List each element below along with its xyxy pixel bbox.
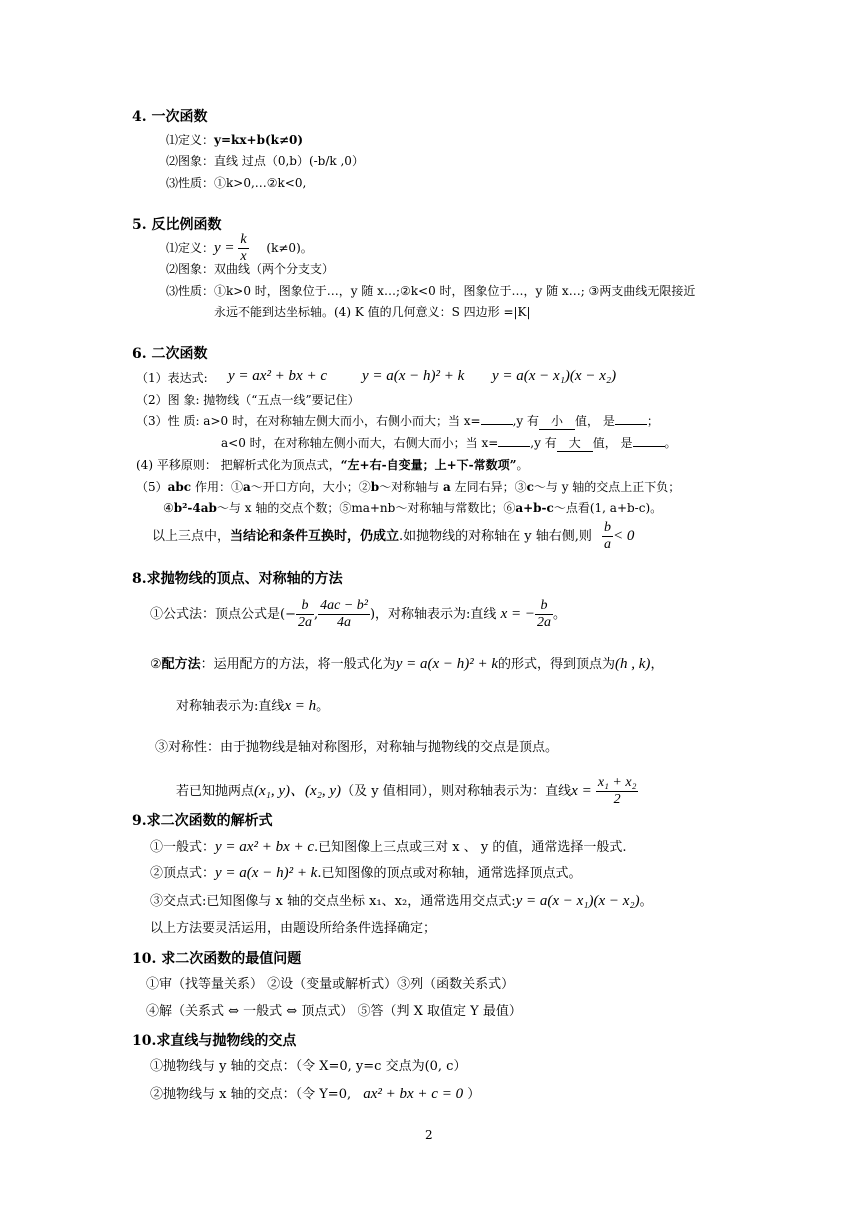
abc1-e: ～开口方向，大小；② xyxy=(250,480,371,494)
abc1-h: a xyxy=(442,480,451,494)
page-number: 2 xyxy=(425,1128,433,1142)
g1-a: ①一般式： xyxy=(150,840,216,855)
f2-vertex: (h , k) xyxy=(615,656,651,672)
section-5-title: 5. 反比例函数 xyxy=(132,217,222,233)
s6-general-form: y = ax² + bx + c xyxy=(228,368,327,384)
blank-value-2 xyxy=(633,446,665,447)
blank-x-value xyxy=(481,424,513,425)
s6-note xyxy=(152,520,634,553)
s5-property-line2: 永远不能到达坐标轴。(4) K 值的几何意义：S 四边形 =|K| xyxy=(214,305,531,319)
abc1-i: 左同右异；③ xyxy=(450,480,527,494)
abc2-b: b²-4ab xyxy=(173,501,217,515)
s4-def-label: ⑴定义： xyxy=(166,133,215,147)
s4-property: ⑶性质：①k>0,…②k<0, xyxy=(166,176,307,190)
s10b-y-axis: ①抛物线与 y 轴的交点：（令 X=0, y=c 交点为(0, c） xyxy=(150,1059,467,1074)
s9-vertex-form xyxy=(150,864,581,883)
s6-abc-role-line2 xyxy=(163,500,662,516)
section-10-intersection-title: 10.求直线与抛物线的交点 xyxy=(132,1033,297,1049)
s6-shift-a: (4) 平移原则： 把解析式化为顶点式， xyxy=(136,458,341,472)
note-numerator: b xyxy=(604,520,612,535)
note-c: .如抛物线的对称轴在 y 轴右侧,则 xyxy=(399,529,592,544)
s5-def-numerator: k xyxy=(240,232,247,247)
g3-a: ③交点式:已知图像与 x 轴的交点坐标 x₁、x₂，通常选用交点式: xyxy=(150,894,516,909)
s6-graph: （2）图 象: 抛物线（“五点一线”要记住） xyxy=(136,393,360,407)
f1-end: 。 xyxy=(552,607,566,622)
l2-end: ） xyxy=(467,1087,481,1102)
abc1-g: ～对称轴与 xyxy=(379,480,443,494)
s4-def-formula: y=kx+b(k≠0) xyxy=(214,133,304,147)
s6-shift-rule xyxy=(136,457,529,473)
s10b-x-axis xyxy=(150,1085,480,1104)
s6-vertex-form: y = a(x − h)² + k xyxy=(362,368,465,384)
s8-symmetry: ③对称性：由于抛物线是轴对称图形，对称轴与抛物线的交点是顶点。 xyxy=(155,740,559,755)
f1-frac3 xyxy=(535,598,553,631)
blank-min-word: 小 xyxy=(539,413,575,430)
f1-frac2 xyxy=(318,598,370,631)
f2-line2x: x = h xyxy=(284,698,317,714)
f1-d2: 4a xyxy=(337,615,352,630)
section-10-extremum-title: 10. 求二次函数的最值问题 xyxy=(132,951,302,967)
note-b: 当结论和条件互换时，仍成立 xyxy=(230,529,400,544)
abc1-c: 作用：① xyxy=(191,480,243,494)
s5-def-condition: (k≠0)。 xyxy=(266,241,313,255)
abc1-a: （5） xyxy=(136,480,168,494)
f1-b: )，对称轴表示为:直线 xyxy=(369,607,497,622)
s5-property-line1: ⑶性质：①k>0 时，图象位于…，y 随 x…;②k<0 时，图象位于…，y 随 x…; ③两支曲线无限接近 xyxy=(166,284,696,298)
l2-a: ②抛物线与 x 轴的交点：（令 Y=0, xyxy=(150,1087,352,1102)
g2-a: ②顶点式： xyxy=(150,866,216,881)
f1-d3: 2a xyxy=(536,615,551,630)
s6-prop-b4: 。 xyxy=(664,436,677,450)
s9-note: 以上方法要灵活运用，由题设所给条件选择确定； xyxy=(150,921,437,936)
section-6-title: 6. 二次函数 xyxy=(132,346,208,362)
s4-definition xyxy=(166,132,303,148)
blank-x-value-2 xyxy=(498,446,530,447)
f1-x: x = − xyxy=(500,606,535,622)
s6-prop-b2: ,y 有 xyxy=(530,436,557,450)
f1-n2: 4ac − b² xyxy=(320,598,368,613)
blank-max-word: 大 xyxy=(557,435,593,452)
s6-property-a-negative xyxy=(221,435,677,452)
g3-end: 。 xyxy=(639,894,653,909)
abc2-e: ～点看(1, a+b-c)。 xyxy=(553,501,663,515)
abc1-d: a xyxy=(242,480,251,494)
s5-def-y: y = xyxy=(214,240,235,256)
section-4-title: 4. 一次函数 xyxy=(132,109,208,125)
s6-shift-c: 。 xyxy=(516,458,529,472)
s6-prop-b1: a<0 时，在对称轴左侧小而大，右侧大而小；当 x= xyxy=(221,436,499,450)
f4-denominator: 2 xyxy=(613,792,621,807)
s9-intercept-form xyxy=(150,892,653,911)
f4-b: （及 y 值相同），则对称轴表示为：直线 xyxy=(341,784,572,799)
f2-a: ② xyxy=(150,657,162,672)
f4-fraction xyxy=(596,775,639,808)
s5-def-denominator: x xyxy=(240,249,247,264)
s6-prop-a2: ,y 有 xyxy=(512,414,540,428)
s6-property-a-positive xyxy=(136,413,659,430)
f4-a: 若已知抛两点 xyxy=(176,784,255,799)
abc2-d: a+b-c xyxy=(515,501,554,515)
s8-completing-square xyxy=(150,655,663,674)
s5-graph: ⑵图象：双曲线（两个分支支） xyxy=(166,262,335,276)
abc1-j: c xyxy=(526,480,534,494)
g2-expr: y = a(x − h)² + k xyxy=(215,865,318,881)
s6-prop-a1: （3）性 质: a>0 时，在对称轴左侧大而小，右侧小而大；当 x= xyxy=(136,414,481,428)
s6-prop-a3: 值， 是 xyxy=(575,414,615,428)
f1-n1: b xyxy=(296,598,314,615)
f4-x: x = xyxy=(571,783,592,799)
f1-n3: b xyxy=(535,598,553,615)
f2-end: ， xyxy=(650,657,664,672)
abc1-k: ～与 y 轴的交点上正下负； xyxy=(533,480,681,494)
f2-c: ：运用配方的方法，将一般式化为 xyxy=(200,657,396,672)
l2-expr: ax² + bx + c = 0 xyxy=(363,1086,464,1102)
abc1-f: b xyxy=(370,480,380,494)
g3-expr: y = a(x − x₁)(x − x₂) xyxy=(515,893,640,909)
f1-frac1 xyxy=(296,598,314,631)
note-denominator: a xyxy=(604,537,612,552)
section-9-title: 9.求二次函数的解析式 xyxy=(132,813,273,829)
s8-formula-method xyxy=(150,598,566,631)
s10a-steps-line2: ④解（关系式 ⇔ 一般式 ⇔ 顶点式） ⑤答（判 X 取值定 Y 最值） xyxy=(146,1004,522,1019)
s9-general-form xyxy=(150,838,627,857)
f1-comma: , xyxy=(313,607,319,622)
s10a-steps-line1: ①审（找等量关系） ②设（变量或解析式）③列（函数关系式） xyxy=(146,977,515,992)
note-less-than: < 0 xyxy=(613,528,635,544)
g1-expr: y = ax² + bx + c xyxy=(215,839,315,855)
abc2-c: ～与 x 轴的交点个数；⑤ma+nb～对称轴与常数比；⑥ xyxy=(216,501,516,515)
g1-b: .已知图像上三点或三对 x 、 y 的值，通常选择一般式. xyxy=(314,840,627,855)
blank-value xyxy=(615,424,647,425)
s4-graph: ⑵图象：直线 过点（0,b）(-b/k ,0） xyxy=(166,154,364,168)
g2-b: .已知图像的顶点或对称轴，通常选择顶点式。 xyxy=(317,866,582,881)
note-fraction xyxy=(602,520,613,553)
f2-expr: y = a(x − h)² + k xyxy=(395,656,499,672)
s6-shift-b: “左+右-自变量；上+下-常数项” xyxy=(340,458,517,472)
s6-expression-label: （1）表达式: xyxy=(136,371,208,385)
f1-a: ①公式法：顶点公式是(− xyxy=(150,607,296,622)
f4-points: (x₁, y)、(x₂, y) xyxy=(254,783,342,799)
note-a: 以上三点中， xyxy=(152,529,231,544)
section-8-title: 8.求抛物线的顶点、对称轴的方法 xyxy=(132,571,343,587)
f1-d1: 2a xyxy=(297,615,312,630)
f2-b: 配方法 xyxy=(161,657,201,672)
s5-def-label: ⑴定义： xyxy=(166,241,215,255)
f2-line2end: 。 xyxy=(316,699,330,714)
s6-prop-a4: ； xyxy=(646,414,659,428)
f2-d: 的形式，得到顶点为 xyxy=(498,657,616,672)
s8-two-points xyxy=(176,775,638,808)
abc1-b: abc xyxy=(167,480,192,494)
f4-numerator: x₁ + x₂ xyxy=(597,775,637,790)
f2-line2: 对称轴表示为:直线 xyxy=(176,699,285,714)
s8-axis-line xyxy=(176,697,329,716)
abc2-a: ④ xyxy=(163,501,174,515)
s6-abc-role-line1 xyxy=(136,479,680,495)
s6-prop-b3: 值， 是 xyxy=(592,436,633,450)
s6-intercept-form: y = a(x − x₁)(x − x₂) xyxy=(492,368,617,384)
